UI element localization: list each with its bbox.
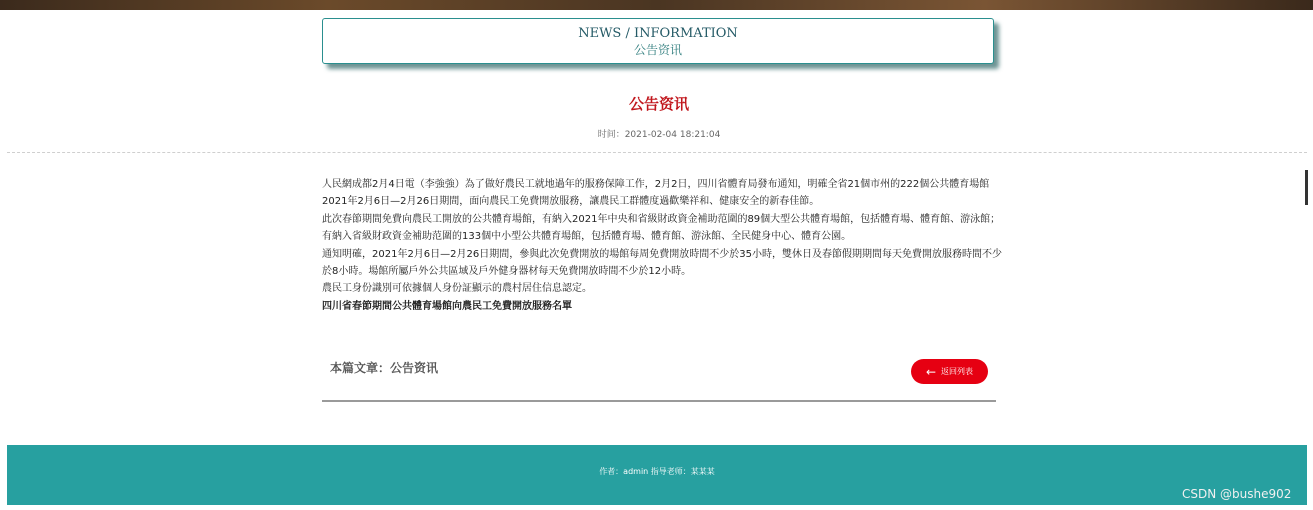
article-paragraph: 此次春節期間免費向農民工開放的公共體育場館，有納入2021年中央和省級財政資金補助范圍的89個大型公共體育場館，包括體育場、體育館、游泳館；有納入省級財政資金補助范圍的133個中小型公共體育場館，包括體育場、體育館、游泳館、全民健身中心、體育公園。 — [322, 213, 1001, 243]
article-paragraph: 通知明確，2021年2月6日—2月26日期間，參與此次免費開放的場館每周免費開放時間不少於35小時，雙休日及春節假期期間每天免費開放服務時間不少於8小時。場館所屬戶外公共區域及戶外健身器材每天免費開放時間不少於12小時。 — [322, 248, 1002, 278]
scrollbar-handle[interactable] — [1305, 170, 1308, 205]
back-to-list-button[interactable] — [911, 359, 988, 384]
article-paragraph: 農民工身份識別可依據個人身份証顯示的農村居住信息認定。 — [322, 283, 592, 295]
article-list-heading: 四川省春節期間公共體育場館向農民工免費開放服務名單 — [322, 300, 572, 312]
article-content — [322, 176, 1002, 315]
footer — [7, 445, 1307, 505]
section-title-zh: 公告资讯 — [633, 43, 682, 57]
bottom-divider — [322, 400, 996, 402]
section-title-box — [322, 18, 994, 64]
section-title-en: NEWS / INFORMATION — [578, 26, 738, 41]
article-source: 本篇文章：公告资讯 — [330, 361, 439, 375]
watermark: CSDN @bushe902 — [1182, 487, 1292, 501]
article-time: 时间：2021-02-04 18:21:04 — [597, 130, 721, 140]
article-title: 公告资讯 — [628, 95, 689, 113]
footer-text: 作者：admin 指导老师：某某某 — [599, 467, 715, 476]
divider — [7, 152, 1307, 153]
article-paragraph: 人民網成都2月4日電（李強強）為了做好農民工就地過年的服務保障工作，2月2日，四川省體育局發布通知，明確全省21個市州的222個公共體育場館2021年2月6日—2月26日期間，面向農民工免費開放服務，讓農民工群體度過歡樂祥和、健康安全的新春佳節。 — [322, 179, 990, 208]
back-to-list-label: 返回列表 — [941, 367, 974, 376]
arrow-left-icon: ← — [925, 364, 937, 379]
top-banner-strip — [0, 0, 1313, 10]
